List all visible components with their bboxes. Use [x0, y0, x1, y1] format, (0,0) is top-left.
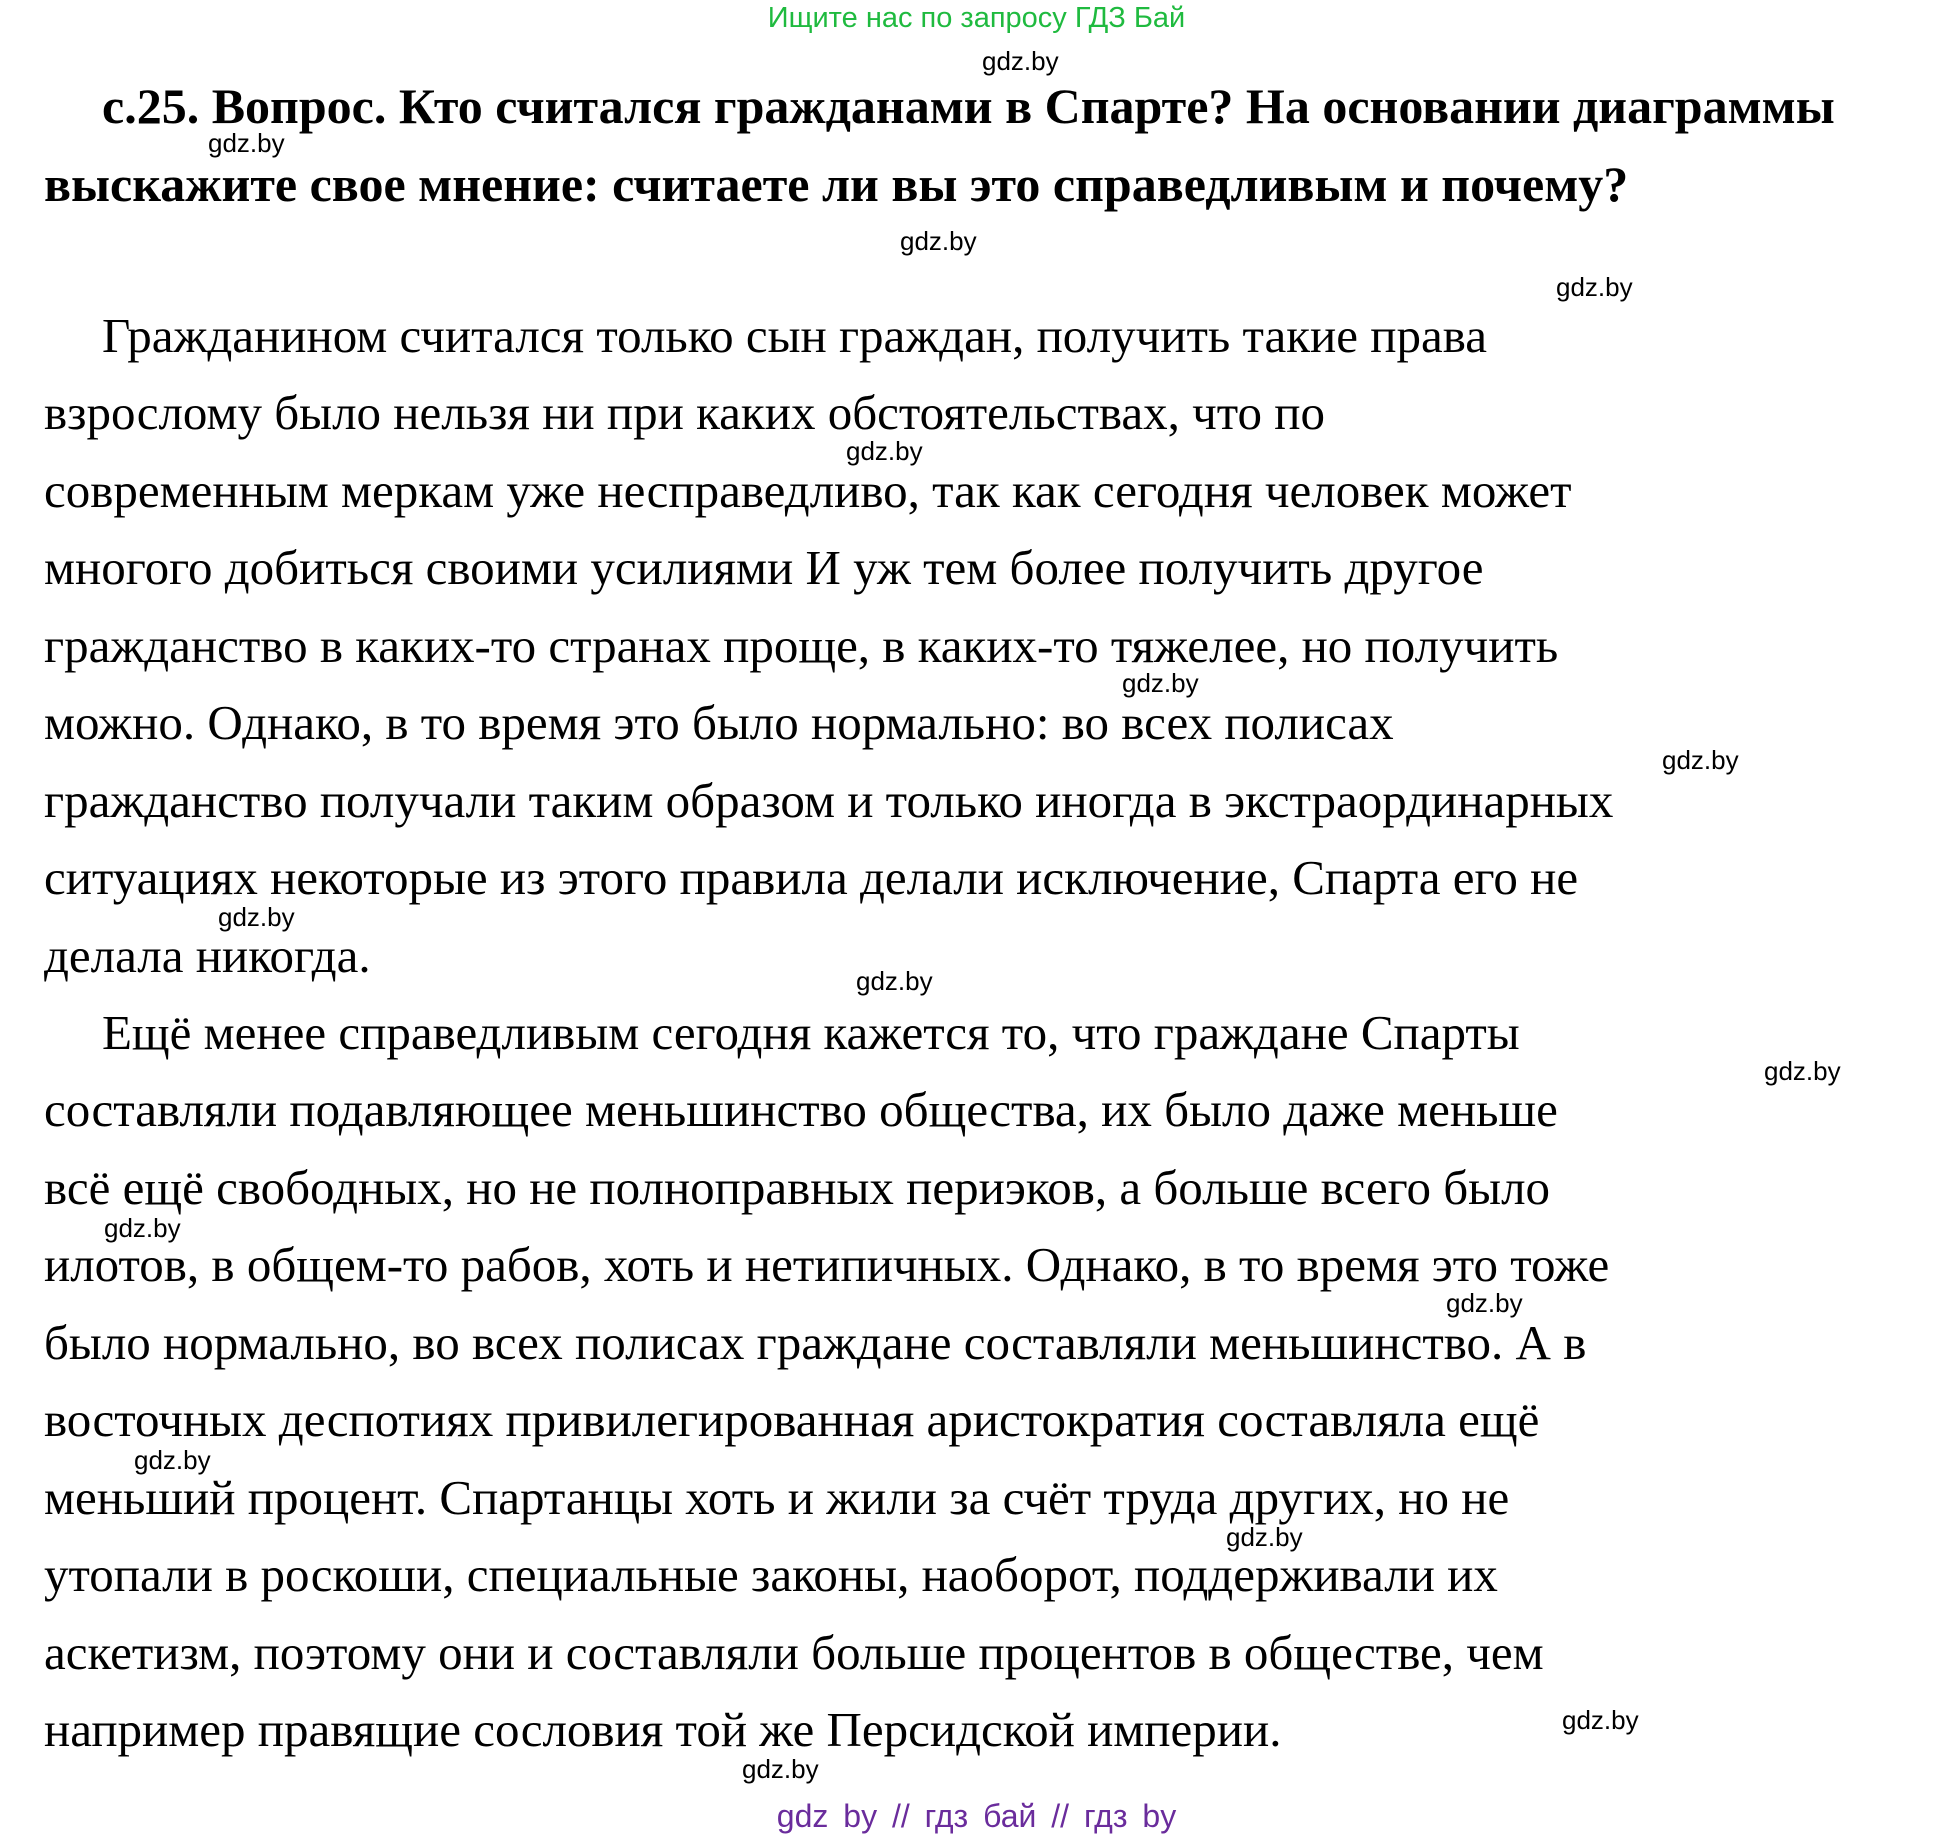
answer-line: делала никогда. [44, 928, 371, 983]
watermark: gdz.by [1764, 1056, 1841, 1086]
watermark: gdz.by [982, 46, 1059, 76]
answer-line: Гражданином считался только сын граждан, получить такие права [102, 308, 1487, 363]
watermark: gdz.by [104, 1213, 181, 1243]
watermark: gdz.by [1556, 272, 1633, 302]
answer-line: восточных деспотиях привилегированная аристократия составляла ещё [44, 1392, 1540, 1447]
answer-line: ситуациях некоторые из этого правила делали исключение, Спарта его не [44, 850, 1579, 905]
answer-line: взрослому было нельзя ни при каких обстоятельствах, что по [44, 385, 1325, 440]
watermark: gdz.by [218, 902, 295, 932]
watermark: gdz.by [1446, 1288, 1523, 1318]
answer-line: всё ещё свободных, но не полноправных периэков, а больше всего было [44, 1160, 1551, 1215]
answer-line: составляли подавляющее меньшинство общества, их было даже меньше [44, 1082, 1558, 1137]
answer-line: например правящие сословия той же Персидской империи. [44, 1702, 1282, 1757]
watermark: gdz.by [1562, 1705, 1639, 1735]
watermark: gdz.by [856, 966, 933, 996]
answer-line: гражданство получали таким образом и только иногда в экстраординарных [44, 773, 1614, 828]
header-banner: Ищите нас по запросу ГДЗ Бай [767, 2, 1186, 34]
answer-line: многого добиться своими усилиями И уж тем более получить другое [44, 540, 1484, 595]
footer-links: gdz by // гдз бай // гдз by [776, 1798, 1177, 1834]
answer-line: гражданство в каких-то странах проще, в каких-то тяжелее, но получить [44, 618, 1559, 673]
watermark: gdz.by [1122, 668, 1199, 698]
answer-line: можно. Однако, в то время это было нормально: во всех полисах [44, 695, 1394, 750]
watermark: gdz.by [742, 1754, 819, 1784]
answer-line: современным меркам уже несправедливо, так как сегодня человек может [44, 463, 1572, 518]
question-heading: с.25. Вопрос. Кто считался гражданами в Спарте? На основании диаграммы выскажите свое мнение: считаете ли вы это справедливым и почему? [44, 78, 1835, 212]
answer-line: меньший процент. Спартанцы хоть и жили за счёт труда других, но не [44, 1470, 1510, 1525]
answer-line: Ещё менее справедливым сегодня кажется то, что граждане Спарты [102, 1005, 1520, 1060]
watermark: gdz.by [1226, 1522, 1303, 1552]
answer-line: илотов, в общем-то рабов, хоть и нетипичных. Однако, в то время это тоже [44, 1237, 1610, 1292]
answer-line: утопали в роскоши, специальные законы, наоборот, поддерживали их [44, 1547, 1498, 1602]
watermark: gdz.by [134, 1445, 211, 1475]
watermark: gdz.by [900, 226, 977, 256]
answer-line: аскетизм, поэтому они и составляли больше процентов в обществе, чем [44, 1625, 1544, 1680]
watermark: gdz.by [1662, 745, 1739, 775]
watermark: gdz.by [846, 436, 923, 466]
watermark: gdz.by [208, 128, 285, 158]
answer-line: было нормально, во всех полисах граждане составляли меньшинство. А в [44, 1315, 1587, 1370]
